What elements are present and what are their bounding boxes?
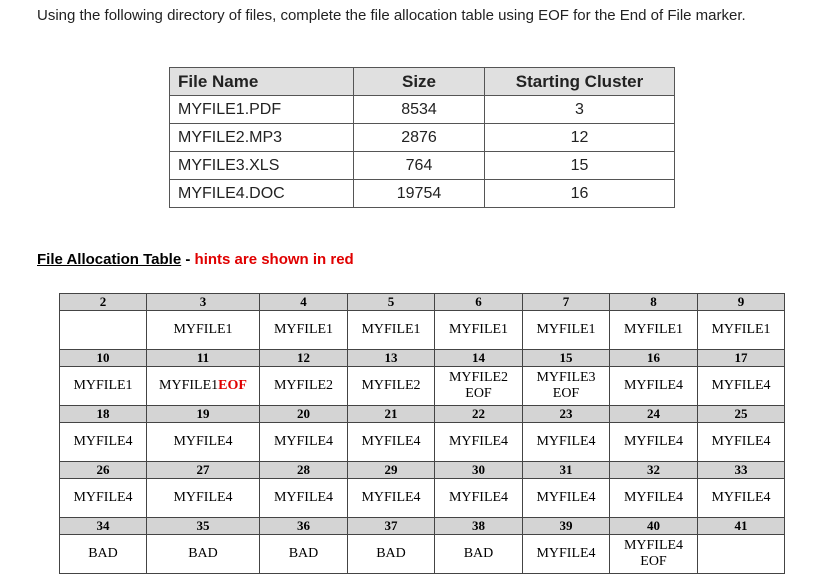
cluster-entry-cell [435, 367, 523, 406]
starting-cluster-cell: 15 [485, 152, 675, 180]
entry-text: BAD [188, 546, 218, 561]
entry-text: MYFILE4 [711, 434, 771, 449]
cluster-number-cell: 12 [260, 350, 348, 367]
entry-text: MYFILE4 [361, 490, 421, 505]
cluster-number-cell: 8 [610, 294, 698, 311]
cluster-entry-cell [147, 479, 260, 518]
cluster-number-cell: 14 [435, 350, 523, 367]
size-cell: 8534 [354, 96, 485, 124]
entry-text: MYFILE2 [361, 378, 421, 393]
cluster-number-cell: 36 [260, 518, 348, 535]
cluster-entry-cell [348, 367, 435, 406]
file-name-cell: MYFILE3.XLS [170, 152, 354, 180]
cluster-number-cell: 11 [147, 350, 260, 367]
directory-row [170, 124, 675, 152]
entry-text: BAD [463, 546, 494, 561]
entry-text: MYFILE4 [711, 378, 771, 393]
entry-text: MYFILE4 [711, 490, 771, 505]
cluster-number-cell: 35 [147, 518, 260, 535]
cluster-number-row [60, 406, 785, 423]
starting-cluster-cell: 16 [485, 180, 675, 208]
cluster-entry-cell [698, 479, 785, 518]
instructions-text: Using the following directory of files, complete the file allocation table using EOF for the End of File marker. [37, 7, 746, 24]
cluster-entry-cell [698, 367, 785, 406]
cluster-number-cell: 29 [348, 462, 435, 479]
fat-heading-hint: hints are shown in red [194, 251, 354, 268]
cluster-number-row [60, 294, 785, 311]
cluster-number-cell: 18 [60, 406, 147, 423]
entry-text: MYFILE4 [448, 434, 509, 449]
cluster-number-row [60, 462, 785, 479]
cluster-entry-cell [610, 535, 698, 574]
cluster-entry-row [60, 479, 785, 518]
cluster-number-cell: 2 [60, 294, 147, 311]
cluster-entry-cell [260, 479, 348, 518]
cluster-entry-cell [260, 535, 348, 574]
cluster-number-cell: 20 [260, 406, 348, 423]
entry-text: MYFILE4 [361, 434, 421, 449]
directory-row [170, 152, 675, 180]
entry-text: MYFILE4 [623, 434, 684, 449]
cluster-entry-cell [523, 535, 610, 574]
header-file-name: File Name [170, 68, 354, 96]
entry-text: MYFILE4 [273, 490, 334, 505]
cluster-number-cell: 22 [435, 406, 523, 423]
size-cell: 764 [354, 152, 485, 180]
cluster-entry-cell [435, 479, 523, 518]
cluster-entry-cell [60, 535, 147, 574]
cluster-entry-cell [348, 479, 435, 518]
cluster-entry-cell [348, 423, 435, 462]
fat-heading [37, 251, 354, 268]
cluster-number-cell: 16 [610, 350, 698, 367]
starting-cluster-cell: 3 [485, 96, 675, 124]
directory-row [170, 180, 675, 208]
cluster-number-cell: 30 [435, 462, 523, 479]
cluster-entry-cell [260, 311, 348, 350]
cluster-entry-cell [610, 423, 698, 462]
entry-text: BAD [88, 546, 118, 561]
cluster-number-cell: 32 [610, 462, 698, 479]
cluster-entry-cell [260, 367, 348, 406]
entry-text: MYFILE3 [536, 370, 596, 385]
eof-hint-marker: EOF [218, 378, 247, 393]
cluster-entry-cell [348, 311, 435, 350]
cluster-number-cell: 39 [523, 518, 610, 535]
cluster-entry-cell [523, 367, 610, 406]
entry-text: MYFILE1 [361, 322, 421, 337]
cluster-number-cell: 25 [698, 406, 785, 423]
cluster-entry-cell [60, 479, 147, 518]
entry-text: MYFILE4 [73, 490, 133, 505]
cluster-entry-cell [348, 535, 435, 574]
entry-text: MYFILE4 [73, 434, 133, 449]
cluster-number-cell: 28 [260, 462, 348, 479]
entry-text: MYFILE1 [273, 322, 334, 337]
file-name-cell: MYFILE4.DOC [170, 180, 354, 208]
cluster-entry-cell [435, 423, 523, 462]
cluster-entry-cell [147, 423, 260, 462]
eof-marker: EOF [465, 386, 492, 401]
cluster-number-cell: 15 [523, 350, 610, 367]
entry-text: MYFILE4 [623, 378, 684, 393]
entry-text: MYFILE4 [623, 538, 684, 553]
cluster-entry-row [60, 367, 785, 406]
cluster-number-cell: 3 [147, 294, 260, 311]
cluster-number-cell: 31 [523, 462, 610, 479]
entry-text: BAD [376, 546, 406, 561]
entry-text: MYFILE4 [536, 546, 596, 561]
cluster-number-cell: 7 [523, 294, 610, 311]
fat-heading-separator: - [181, 251, 195, 268]
entry-text: MYFILE4 [536, 434, 596, 449]
cluster-number-cell: 34 [60, 518, 147, 535]
cluster-number-cell: 23 [523, 406, 610, 423]
size-cell: 2876 [354, 124, 485, 152]
cluster-entry-cell [435, 535, 523, 574]
entry-text: MYFILE4 [273, 434, 334, 449]
cluster-entry-cell [60, 367, 147, 406]
entry-text: MYFILE4 [173, 434, 233, 449]
directory-table [169, 67, 675, 208]
cluster-number-cell: 41 [698, 518, 785, 535]
cluster-number-cell: 26 [60, 462, 147, 479]
cluster-entry-cell [523, 311, 610, 350]
eof-marker: EOF [552, 386, 580, 401]
cluster-entry-cell [60, 311, 147, 350]
cluster-number-cell: 27 [147, 462, 260, 479]
cluster-entry-cell [147, 367, 260, 406]
cluster-number-cell: 5 [348, 294, 435, 311]
file-name-cell: MYFILE1.PDF [170, 96, 354, 124]
eof-marker: EOF [640, 554, 667, 569]
cluster-entry-cell [610, 367, 698, 406]
cluster-entry-cell [698, 423, 785, 462]
cluster-entry-cell [698, 535, 785, 574]
cluster-entry-cell [610, 311, 698, 350]
entry-text: BAD [288, 546, 319, 561]
entry-text: MYFILE1 [623, 322, 684, 337]
entry-text: MYFILE1 [159, 378, 219, 393]
cluster-entry-cell [610, 479, 698, 518]
fat-table [59, 293, 785, 574]
cluster-number-row [60, 518, 785, 535]
directory-row [170, 96, 675, 124]
starting-cluster-cell: 12 [485, 124, 675, 152]
cluster-number-cell: 13 [348, 350, 435, 367]
cluster-entry-cell [60, 423, 147, 462]
cluster-entry-row [60, 535, 785, 574]
entry-text: MYFILE1 [536, 322, 596, 337]
cluster-number-cell: 19 [147, 406, 260, 423]
cluster-number-cell: 40 [610, 518, 698, 535]
entry-text: MYFILE2 [448, 370, 509, 385]
cluster-entry-cell [698, 311, 785, 350]
entry-text: MYFILE2 [273, 378, 334, 393]
entry-text: MYFILE4 [448, 490, 509, 505]
cluster-entry-row [60, 311, 785, 350]
cluster-number-cell: 4 [260, 294, 348, 311]
cluster-entry-cell [147, 535, 260, 574]
cluster-entry-cell [523, 479, 610, 518]
cluster-number-cell: 17 [698, 350, 785, 367]
header-starting-cluster: Starting Cluster [485, 68, 675, 96]
cluster-number-row [60, 350, 785, 367]
cluster-entry-row [60, 423, 785, 462]
entry-text: MYFILE1 [711, 322, 771, 337]
cluster-entry-cell [523, 423, 610, 462]
entry-text: MYFILE1 [448, 322, 509, 337]
entry-text: MYFILE1 [173, 322, 233, 337]
fat-heading-title: File Allocation Table [37, 251, 182, 268]
header-size: Size [354, 68, 485, 96]
cluster-entry-cell [435, 311, 523, 350]
cluster-number-cell: 24 [610, 406, 698, 423]
cluster-number-cell: 21 [348, 406, 435, 423]
cluster-number-cell: 37 [348, 518, 435, 535]
cluster-entry-cell [260, 423, 348, 462]
cluster-number-cell: 6 [435, 294, 523, 311]
size-cell: 19754 [354, 180, 485, 208]
cluster-number-cell: 9 [698, 294, 785, 311]
cluster-number-cell: 38 [435, 518, 523, 535]
file-name-cell: MYFILE2.MP3 [170, 124, 354, 152]
entry-text: MYFILE1 [73, 378, 133, 393]
cluster-number-cell: 33 [698, 462, 785, 479]
cluster-number-cell: 10 [60, 350, 147, 367]
entry-text: MYFILE4 [173, 490, 233, 505]
cluster-entry-cell [147, 311, 260, 350]
entry-text: MYFILE4 [623, 490, 684, 505]
entry-text: MYFILE4 [536, 490, 596, 505]
directory-header-row [170, 68, 675, 96]
